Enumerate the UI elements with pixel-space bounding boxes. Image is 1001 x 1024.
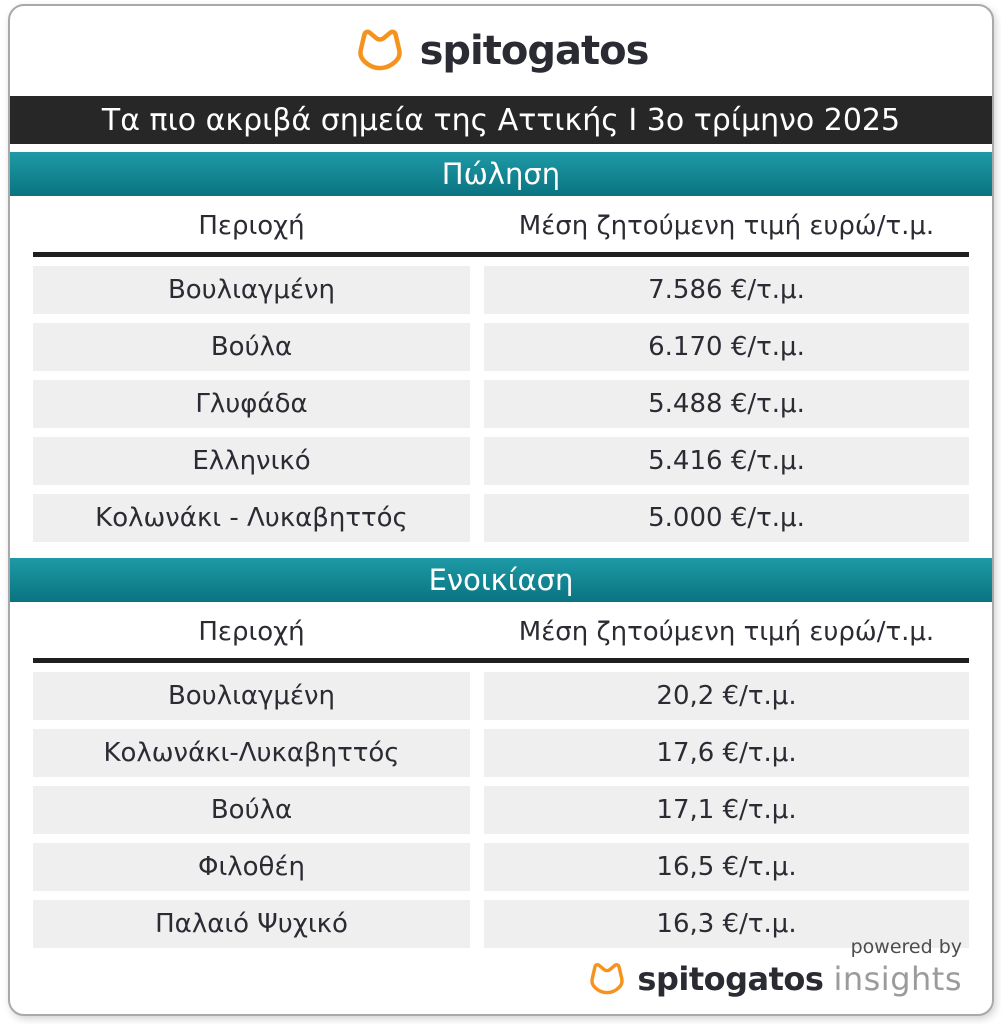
value-cell: 16,5 €/τ.μ.: [484, 843, 969, 891]
area-cell: Παλαιό Ψυχικό: [33, 900, 470, 948]
table-row: [33, 786, 969, 834]
table-row: [33, 494, 969, 542]
rent-table-header: [33, 606, 969, 658]
value-cell: 5.416 €/τ.μ.: [484, 437, 969, 485]
column-header-area: Περιοχή: [198, 211, 305, 241]
column-header-price: Μέση ζητούμενη τιμή ευρώ/τ.μ.: [518, 211, 935, 241]
value-cell: 17,6 €/τ.μ.: [484, 729, 969, 777]
area-cell: Βουλιαγμένη: [33, 672, 470, 720]
cat-icon: [354, 27, 406, 75]
value-cell: 6.170 €/τ.μ.: [484, 323, 969, 371]
divider-gap: [10, 144, 992, 152]
area-cell: Βούλα: [33, 323, 470, 371]
sale-table-header: [33, 200, 969, 252]
table-row: [33, 672, 969, 720]
area-cell: Φιλοθέη: [33, 843, 470, 891]
value-cell: 17,1 €/τ.μ.: [484, 786, 969, 834]
sale-table: [10, 200, 992, 542]
section-label-rent: Ενοικίαση: [428, 563, 574, 597]
brand-logo-text: spitogatos: [419, 28, 649, 74]
column-header-price: Μέση ζητούμενη τιμή ευρώ/τ.μ.: [518, 617, 935, 647]
area-cell: Κολωνάκι-Λυκαβηττός: [33, 729, 470, 777]
area-cell: Βούλα: [33, 786, 470, 834]
section-header-rent: [10, 558, 992, 602]
rent-table: [10, 606, 992, 948]
infographic-card: [8, 4, 994, 1016]
value-cell: 20,2 €/τ.μ.: [484, 672, 969, 720]
footer: [587, 936, 962, 998]
section-header-sale: [10, 152, 992, 196]
title-bar: [10, 96, 992, 144]
section-label-sale: Πώληση: [441, 157, 561, 191]
header-separator-line: [33, 252, 969, 257]
footer-logo: [587, 960, 962, 998]
footer-insights-text: insights: [833, 960, 962, 998]
value-cell: 7.586 €/τ.μ.: [484, 266, 969, 314]
area-cell: Ελληνικό: [33, 437, 470, 485]
column-header-area: Περιοχή: [198, 617, 305, 647]
cat-icon: [587, 961, 627, 998]
area-cell: Βουλιαγμένη: [33, 266, 470, 314]
table-row: [33, 266, 969, 314]
area-cell: Κολωνάκι - Λυκαβηττός: [33, 494, 470, 542]
value-cell: 16,3 €/τ.μ.: [484, 900, 969, 948]
table-row: [33, 323, 969, 371]
powered-by-label: powered by: [850, 936, 962, 958]
page-title: Τα πιο ακριβά σημεία της Αττικής Ι 3ο τρίμηνο 2025: [101, 102, 901, 138]
section-spacer: [10, 551, 992, 558]
area-cell: Γλυφάδα: [33, 380, 470, 428]
footer-brand-text: spitogatos: [637, 960, 824, 998]
header-separator-line: [33, 658, 969, 663]
table-row: [33, 380, 969, 428]
table-row: [33, 843, 969, 891]
value-cell: 5.488 €/τ.μ.: [484, 380, 969, 428]
value-cell: 5.000 €/τ.μ.: [484, 494, 969, 542]
header-logo: [10, 6, 992, 96]
table-row: [33, 437, 969, 485]
table-row: [33, 729, 969, 777]
